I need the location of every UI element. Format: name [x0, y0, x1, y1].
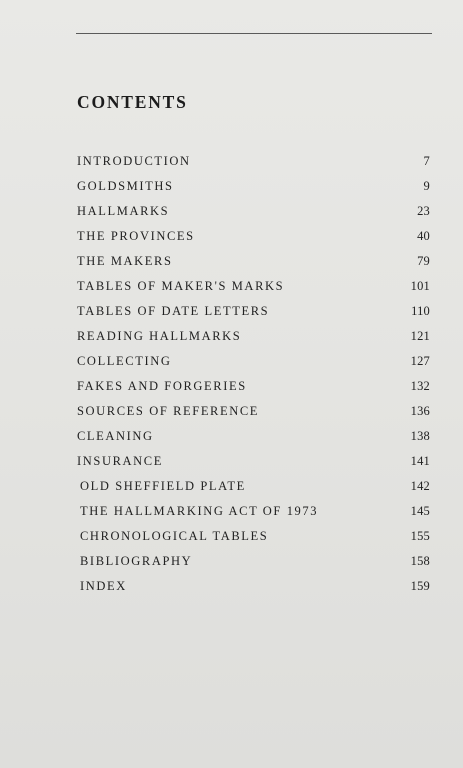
toc-entry-label: INSURANCE	[77, 454, 163, 468]
toc-entry-page-number: 40	[417, 229, 430, 243]
toc-entry-page-number: 158	[410, 554, 430, 568]
toc-entry-label: SOURCES OF REFERENCE	[77, 404, 260, 418]
toc-entry	[77, 324, 430, 349]
toc-entry-page-number: 145	[410, 504, 430, 518]
toc-entry-label: TABLES OF MAKER'S MARKS	[77, 279, 285, 293]
toc-entry	[77, 249, 430, 274]
toc-entry	[77, 199, 430, 224]
toc-entry	[77, 449, 430, 474]
toc-entry-label: HALLMARKS	[77, 204, 170, 218]
toc-entry-page-number: 110	[411, 304, 430, 318]
toc-entry-page-number: 136	[410, 404, 430, 418]
toc-entry	[77, 274, 430, 299]
toc-entry-label: INTRODUCTION	[77, 154, 191, 168]
toc-entry-label: THE MAKERS	[77, 254, 173, 268]
toc-entry-page-number: 9	[423, 179, 430, 193]
toc-entry-label: TABLES OF DATE LETTERS	[77, 304, 270, 318]
toc-entry-label: INDEX	[80, 579, 127, 593]
toc-entry	[77, 374, 430, 399]
toc-entry	[77, 574, 430, 599]
toc-entry-label: BIBLIOGRAPHY	[80, 554, 193, 568]
toc-entry-label: GOLDSMITHS	[77, 179, 174, 193]
table-of-contents	[77, 149, 430, 599]
header-rule	[76, 33, 432, 34]
toc-entry-label: THE HALLMARKING ACT OF 1973	[80, 504, 319, 518]
page-title: CONTENTS	[77, 92, 188, 112]
toc-entry	[77, 549, 430, 574]
toc-entry-page-number: 23	[417, 204, 430, 218]
toc-entry	[77, 424, 430, 449]
toc-entry	[77, 149, 430, 174]
toc-entry-label: COLLECTING	[77, 354, 172, 368]
toc-entry	[77, 474, 430, 499]
toc-entry-page-number: 141	[410, 454, 430, 468]
toc-entry-page-number: 138	[410, 429, 430, 443]
toc-entry-label: OLD SHEFFIELD PLATE	[80, 479, 246, 493]
toc-entry	[77, 499, 430, 524]
toc-entry-page-number: 121	[410, 329, 430, 343]
toc-entry-page-number: 79	[417, 254, 430, 268]
toc-entry	[77, 524, 430, 549]
toc-entry-page-number: 127	[410, 354, 430, 368]
toc-entry-label: READING HALLMARKS	[77, 329, 242, 343]
toc-entry-label: FAKES AND FORGERIES	[77, 379, 247, 393]
toc-entry	[77, 224, 430, 249]
toc-entry-page-number: 159	[410, 579, 430, 593]
toc-entry-page-number: 7	[423, 154, 430, 168]
toc-entry	[77, 349, 430, 374]
toc-entry	[77, 299, 430, 324]
toc-entry-label: CHRONOLOGICAL TABLES	[80, 529, 269, 543]
toc-entry-page-number: 101	[410, 279, 430, 293]
toc-entry-page-number: 155	[410, 529, 430, 543]
toc-entry-page-number: 132	[410, 379, 430, 393]
toc-entry-label: CLEANING	[77, 429, 154, 443]
toc-entry	[77, 174, 430, 199]
toc-entry-page-number: 142	[410, 479, 430, 493]
toc-entry-label: THE PROVINCES	[77, 229, 195, 243]
toc-entry	[77, 399, 430, 424]
